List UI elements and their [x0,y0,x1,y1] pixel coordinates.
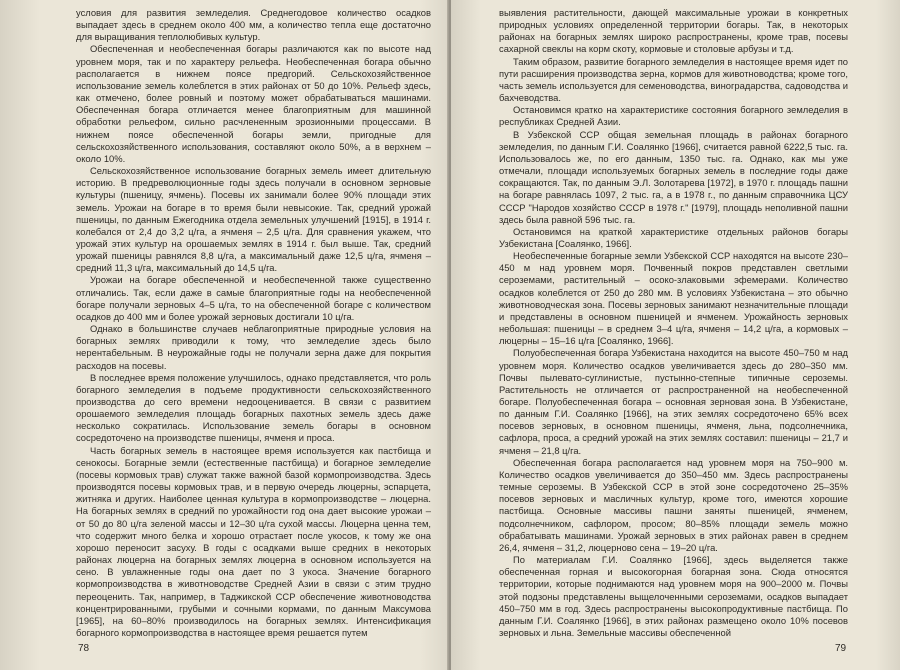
page-number: 79 [835,643,847,654]
paragraph: По материалам Г.И. Соалянко [1966], здесь выделяется также обеспеченная горная и высокогорная богарная зона. Сюда относятся территории, которые поднимаются над уровнем моря на 900–2000 м. Почвы этой подзоны представлены выщелоченными сероземами, осадков выпадает 450–750 мм в год. Здесь распространены высокопродуктивные пастбища. По данным Г.И. Соалянко [1966], в этих районах размещено около 10% посевов зерновых и льна. Земельные массивы обеспеченной [499,554,848,638]
paragraph: Сельскохозяйственное использование богарных земель имеет длительную историю. В предреволюционные годы здесь получали в основном зерновые культуры (пшеницу, ячмень). Посевы их занимали более 90% площади этих земель. Урожаи на богаре в то время были невысокие. Так, средний урожай пшеницы, по данным Ежегодника отдела земельных улучшений [1915], в 1914 г. колебался от 2,4 до 3,2 ц/га, а ячменя – 2,5 ц/га. Для сравнения укажем, что урожай этих культур на орошаемых землях в 1914 г. был выше. Так, средний урожай пшеницы равнялся 8,8 ц/га, а максимальный даже 12,5 ц/га, ячменя – средний 11,3 ц/га, максимальный до 14,5 ц/га. [76,165,431,274]
paragraph: Таким образом, развитие богарного земледелия в настоящее время идет по пути расширения производства зерна, кормов для животноводства; кроме того, часть земель используется для семеноводства, виноградарства, садоводства и бахчеводства. [499,55,848,104]
paragraph: Необеспеченные богарные земли Узбекской ССР находятся на высоте 230–450 м над уровнем моря. Почвенный покров представлен светлыми сероземами, растительный – осоко-злаковыми эфемерами. Количество осадков колеблется от 250 до 280 мм. В условиях Узбекистана – это обычно животноводческая зона. Посевы зерновых занимают незначительные площади и представлены в основном пшеницей и ячменем. Урожайность зерновых небольшая: пшеницы – в среднем 3–4 ц/га, ячменя – 14,2 ц/га, а кормовых – люцерны – 15–16 ц/га [Соалянко, 1966]. [499,250,848,347]
paragraph: Остановимся кратко на характеристике состояния богарного земледелия в республиках Средней Азии. [499,104,848,128]
paragraph: Полуобеспеченная богара Узбекистана находится на высоте 450–750 м над уровнем моря. Количество осадков увеличивается здесь до 280–350 мм. Почвы пылевато-суглинистые, пустынно-степные типичные сероземы. Растительность не отличается от распространенной на необеспеченной богаре. Полуобеспеченная богара – основная зерновая зона. В Узбекистане, по данным Г.И. Соалянко [1966], на этих землях сосредоточено 65% всех посевов зерновых, в основном пшеницы, ячменя, льна, подсолнечника, сафлора, проса, а средний урожай на этих землях составил: пшеницы – 21,7 и ячменя – 21,8 ц/га. [499,347,848,456]
paragraph: Однако в большинстве случаев неблагоприятные природные условия на богарных землях приводили к тому, что земледелие здесь было нерентабельным. В неурожайные годы не получали зерна даже для покрытия расходов на посевы. [76,323,431,371]
left-page-text [76,7,431,639]
paragraph: выявления растительности, дающей максимальные урожаи в конкретных природных условиях определенной территории богары. Так, в некоторых районах на богарных землях широко распространены, кроме трав, посевы сахарной свеклы на корм скоту, кормовые и столовые арбузы и т.д. [499,7,848,55]
paragraph: условия для развития земледелия. Среднегодовое количество осадков выпадает здесь в среднем около 400 мм, а количество тепла еще достаточно для выращивания теплолюбивых культур. [76,7,431,43]
paragraph: В последнее время положение улучшилось, однако представляется, что роль богарного земледелия в подъеме продуктивности сельскохозяйственного производства до сего времени недооценивается. В связи с развитием орошаемого земледелия площадь богарных пахотных земель здесь даже несколько сократилась. Использование земель богары в основном сосредоточено на производстве пшеницы, ячменя и проса. [76,371,431,444]
page-number: 78 [78,643,90,654]
paragraph: В Узбекской ССР общая земельная площадь в районах богарного земледелия, по данным Г.И. Соалянко [1966], считается равной 6222,5 тыс. га. Использовалось же, по его данным, 1350 тыс. га. Однако, как мы уже отмечали, площади используемых богарных земель в последние годы даже сокращаются. Так, по данным Э.Л. Золотарева [1972], в 1970 г. площадь пашни на богаре равнялась 1097, 2 тыс. га, а в 1978 г., по данным справочника ЦСУ СССР "Народов хозяйство СССР в 1978 г." [1979], площадь неполивной пашни здесь была равной 596 тыс. га. [499,128,848,225]
paragraph: Обеспеченная и необеспеченная богары различаются как по высоте над уровнем моря, так и по характеру рельефа. Необеспеченная богара обычно располагается в нижнем поясе предгорий. Сельскохозяйственное использование земель колеблется в этих районах от 50 до 10%. Рельеф здесь, как отмечено, более ровный и поэтому может обрабатываться машинами. Обеспеченная богара отличается менее благоприятным для машинной обработки рельефом, сильно расчлененным эрозионными процессами. В нижнем поясе обеспеченной богары земли, пригодные для сельскохозяйственного использования, составляют около 50%, а в верхнем – около 10%. [76,43,431,164]
paragraph: Урожаи на богаре обеспеченной и необеспеченной также существенно отличались. Так, если даже в самые благоприятные годы на необеспеченной богаре получали зерновых 4–5 ц/га, то на обеспеченной богаре с количеством осадков до 400 мм и более урожай зерновых достигали 10 ц/га. [76,274,431,322]
right-page [451,0,900,670]
paragraph: Часть богарных земель в настоящее время используется как пастбища и сенокосы. Богарные земли (естественные пастбища) и богарное земледелие (посевы кормовых трав) служат также важной базой кормопроизводства. Здесь производятся посевы кормовых трав, и в первую очередь люцерны, эспарцета, житняка и других. Наиболее ценная культура в кормопроизводстве – люцерна. На богарных землях в средний по урожайности год она дает высокие урожаи – от 50 до 80 ц/га зеленой массы и 12–30 ц/га сухой массы. Люцерна ценна тем, что содержит много белка и хорошо отрастает после укосов, к тому же она хорошо переносит засуху. В годы с осадками выше средних в некоторых районах люцерна на богарных землях люцерна в основном используется на сено. В увлажненные годы она дает по 3 укоса. Значение богарного кормопроизводства в животноводстве Средней Азии в связи с этим трудно переоценить. Так, например, в Таджикской ССР обеспечение животноводства концентрированными, грубыми и сочными кормами, по данным Максумова [1965], на 60–80% производилось на богарных землях. Интенсификация богарного кормопроизводства в настоящее время решается путем [76,444,431,638]
right-page-text [499,7,848,639]
paragraph: Обеспеченная богара располагается над уровнем моря на 750–900 м. Количество осадков увеличивается до 350–450 мм. Здесь распространены темные сероземы. В Узбекской ССР в этой зоне сосредоточено 25–35% посевов зерновых и масличных культур, кроме того, имеются хорошие пастбища. Основные массивы пашни заняты пшеницей, ячменем, подсолнечником, сафлором, просом; 80–85% площади земель можно обрабатывать машинами. Урожай зерновых в этих районах равен в среднем 26,4, ячменя – 31,2, люцерново сена – 19–20 ц/га. [499,456,848,553]
paragraph: Остановимся на краткой характеристике отдельных районов богары Узбекистана [Соалянко, 1966]. [499,225,848,249]
left-page [0,0,449,670]
